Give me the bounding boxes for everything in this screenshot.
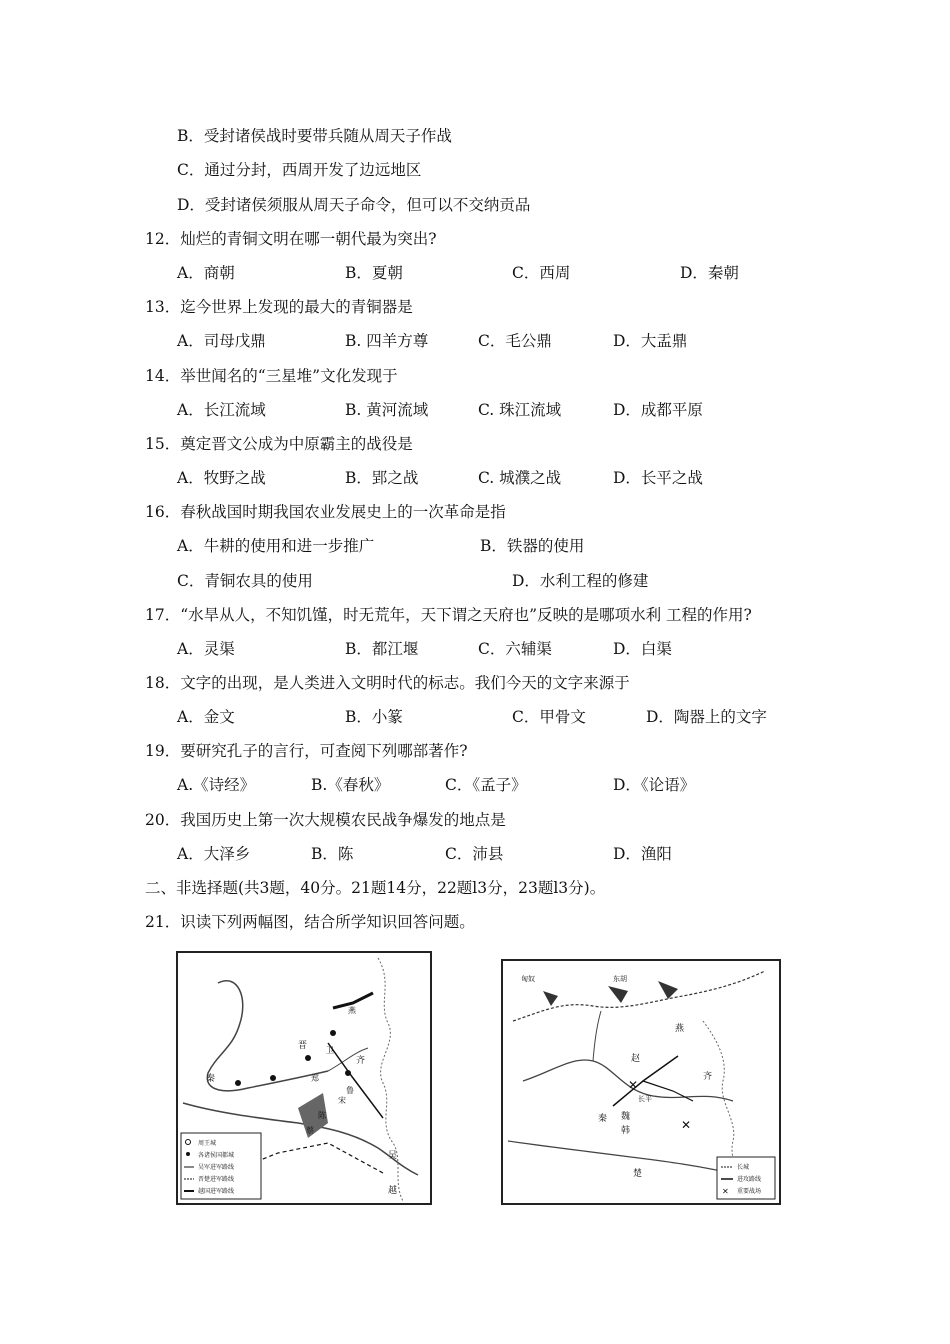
place-label: 长平 <box>638 1095 652 1103</box>
option: A．大泽乡 <box>177 845 251 863</box>
map-spring-autumn <box>176 951 432 1205</box>
option: B. 黄河流域 <box>345 401 429 419</box>
option: D．成都平原 <box>613 401 703 419</box>
question-stem: 16．春秋战国时期我国农业发展史上的一次革命是指 <box>145 503 506 521</box>
option: A．司母戊鼎 <box>177 332 266 350</box>
legend-symbol: ✕ <box>722 1187 729 1196</box>
place-label: 楚 <box>633 1169 643 1179</box>
option: D．陶器上的文字 <box>646 708 767 726</box>
place-label: 郑 <box>311 1074 319 1083</box>
option: D．长平之战 <box>613 469 703 487</box>
legend-label: 进攻路线 <box>737 1176 762 1183</box>
legend-label: 越国进军路线 <box>198 1188 235 1195</box>
question-stem: 17．“水旱从人，不知饥馑，时无荒年，天下谓之天府也”反映的是哪项水利 工程的作用? <box>145 606 752 624</box>
question-stem: 18．文字的出现，是人类进入文明时代的标志。我们今天的文字来源于 <box>145 674 630 692</box>
place-label: 蔡 <box>306 1126 314 1135</box>
attack-arrow <box>658 981 678 999</box>
q11-option-c: C．通过分封，西周开发了边远地区 <box>177 161 422 179</box>
question-stem: 19．要研究孔子的言行，可查阅下列哪部著作? <box>145 742 468 760</box>
option: C．六辅渠 <box>478 640 552 658</box>
city-dot <box>270 1075 276 1081</box>
question-stem: 15．奠定晋文公成为中原霸主的战役是 <box>145 435 413 453</box>
place-label: 东胡 <box>613 975 627 983</box>
place-label: 赵 <box>631 1054 641 1064</box>
city-dot <box>305 1055 311 1061</box>
option: B．陈 <box>311 845 354 863</box>
coastline <box>378 958 403 1201</box>
question-stem: 21．识读下列两幅图，结合所学知识回答问题。 <box>145 913 475 931</box>
battlefield-mark: ✕ <box>681 1118 692 1132</box>
attack-arrow <box>543 991 558 1006</box>
legend-label: 周王城 <box>198 1140 217 1147</box>
place-label: 秦 <box>206 1074 216 1084</box>
city-dot <box>235 1080 241 1086</box>
option: D．白渠 <box>613 640 672 658</box>
option: B. 四羊方尊 <box>345 332 429 350</box>
q11-option-b: B．受封诸侯战时要带兵随从周天子作战 <box>177 127 452 145</box>
option: A．长江流域 <box>177 401 266 419</box>
legend-symbol <box>186 1152 190 1156</box>
option: D．大盂鼎 <box>613 332 688 350</box>
option: B．郢之战 <box>345 469 419 487</box>
place-label: 燕 <box>348 1006 356 1015</box>
campaign-arrow <box>253 1143 383 1173</box>
place-label: 越 <box>388 1186 398 1196</box>
option: B.《春秋》 <box>311 776 390 794</box>
legend-label: 各诸侯国都城 <box>198 1152 235 1159</box>
place-label: 魏 <box>621 1112 631 1122</box>
place-label: 卫 <box>326 1046 334 1055</box>
option: B．小篆 <box>345 708 403 726</box>
legend-label: 晋楚进军路线 <box>198 1176 235 1183</box>
option: B．铁器的使用 <box>480 537 585 555</box>
option: A．牧野之战 <box>177 469 266 487</box>
option: B．夏朝 <box>345 264 403 282</box>
section-heading: 二、非选择题(共3题，40分。21题14分，22题l3分，23题l3分)。 <box>145 879 606 897</box>
attack-arrow <box>608 986 628 1003</box>
place-label: 齐 <box>703 1072 713 1082</box>
q11-option-d: D．受封诸侯须服从周天子命令，但可以不交纳贡品 <box>177 196 531 214</box>
place-label: 燕 <box>675 1024 685 1034</box>
option: B．都江堰 <box>345 640 419 658</box>
option: C. 城濮之战 <box>478 469 562 487</box>
option: C．甲骨文 <box>512 708 586 726</box>
yangtze-river <box>508 1141 743 1176</box>
city-dot <box>330 1030 336 1036</box>
place-label: 宋 <box>338 1096 346 1105</box>
option: C．沛县 <box>445 845 504 863</box>
option: A．商朝 <box>177 264 235 282</box>
place-label: 吴 <box>388 1151 398 1161</box>
place-label: 匈奴 <box>521 975 535 983</box>
option: A．牛耕的使用和进一步推广 <box>177 537 375 555</box>
question-stem: 13．迄今世界上发现的最大的青铜器是 <box>145 298 413 316</box>
option: C．西周 <box>512 264 571 282</box>
option: C．毛公鼎 <box>478 332 552 350</box>
option: A．灵渠 <box>177 640 235 658</box>
option: D．《论语》 <box>613 776 696 794</box>
option: C. 珠江流域 <box>478 401 562 419</box>
place-label: 晋 <box>298 1041 308 1051</box>
legend-label: 吴军进军路线 <box>198 1164 235 1171</box>
place-label: 韩 <box>621 1126 631 1136</box>
legend-label: 重要战场 <box>737 1188 762 1195</box>
question-stem: 12．灿烂的青铜文明在哪一朝代最为突出? <box>145 230 437 248</box>
option: A.《诗经》 <box>177 776 256 794</box>
yellow-river <box>207 981 328 1091</box>
river-branch <box>593 1011 601 1061</box>
option: D．秦朝 <box>680 264 739 282</box>
place-label: 齐 <box>356 1056 366 1066</box>
city-dot <box>345 1070 351 1076</box>
map-warring-states <box>501 959 781 1205</box>
option: C．青铜农具的使用 <box>177 572 313 590</box>
place-label: 鲁 <box>346 1086 354 1095</box>
question-stem: 14．举世闻名的“三星堆”文化发现于 <box>145 367 398 385</box>
battlefield-mark: ✕ <box>628 1078 639 1092</box>
option: D．水利工程的修建 <box>512 572 649 590</box>
option: D．渔阳 <box>613 845 672 863</box>
legend-label: 长城 <box>737 1164 750 1171</box>
option: C．《孟子》 <box>445 776 527 794</box>
place-label: 陈 <box>318 1111 326 1120</box>
option: A．金文 <box>177 708 235 726</box>
question-stem: 20．我国历史上第一次大规模农民战争爆发的地点是 <box>145 811 506 829</box>
place-label: 秦 <box>598 1114 608 1124</box>
